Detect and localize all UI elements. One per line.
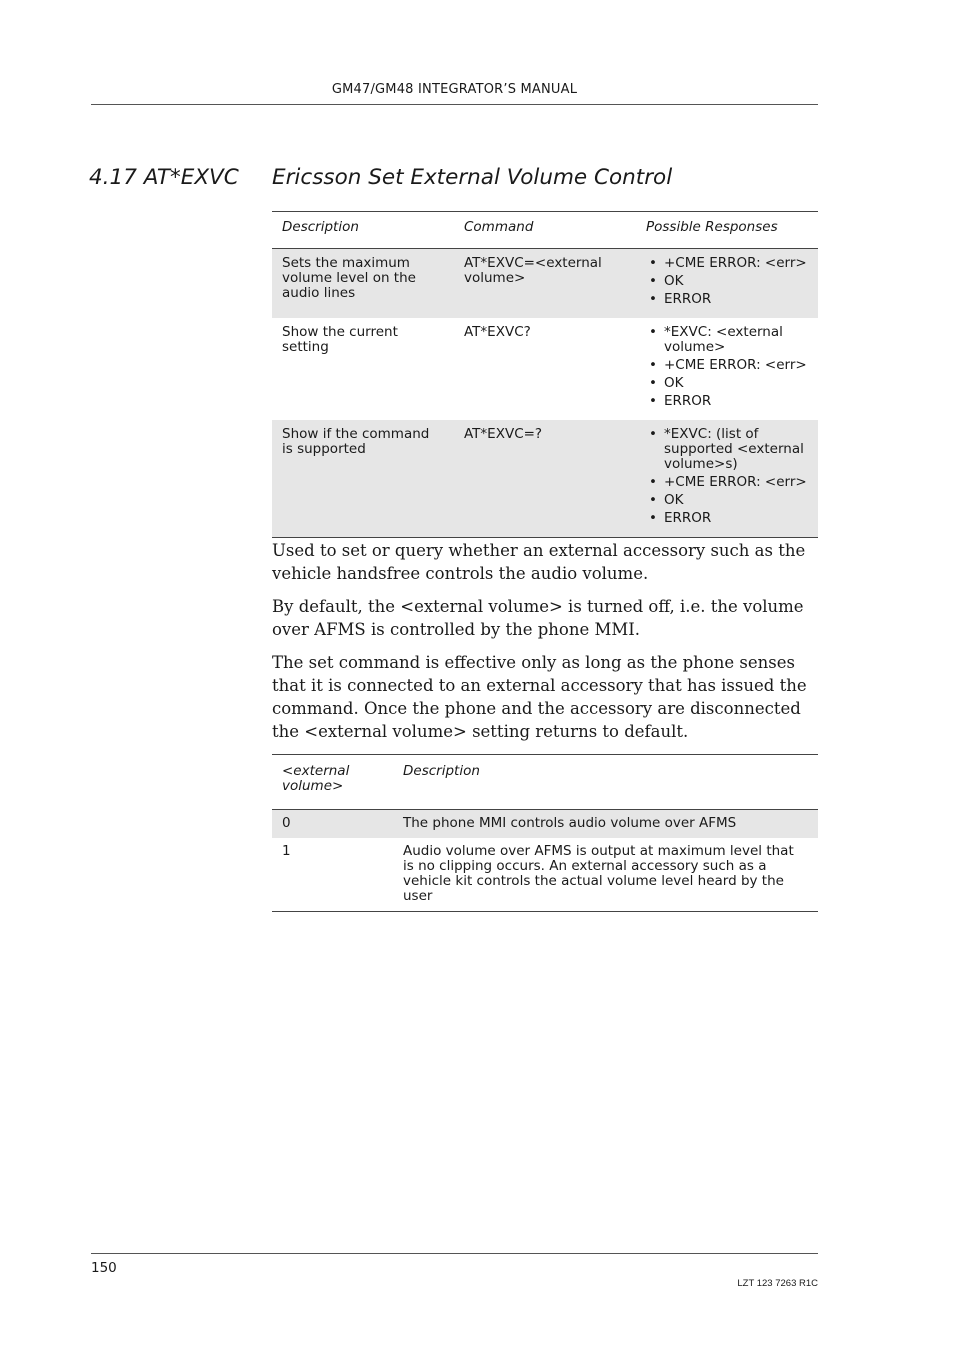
response-item: • +CME ERROR: <err> [646, 358, 808, 373]
table-row [272, 838, 818, 912]
row-responses [636, 420, 818, 538]
table-row [272, 249, 818, 319]
table-row [272, 420, 818, 538]
parameter-value: 0 [272, 810, 393, 839]
table-header-row [272, 212, 818, 249]
column-header-responses: Possible Responses [636, 212, 818, 249]
section-number: 4.17 AT*EXVC [89, 165, 239, 190]
response-item: • ERROR [646, 394, 808, 409]
column-header-command: Command [454, 212, 636, 249]
section-title: Ericsson Set External Volume Control [272, 165, 673, 190]
row-description: Show the current setting [282, 324, 398, 355]
column-header-parameter: <external volume> [272, 755, 393, 810]
table-row [272, 318, 818, 420]
row-description: Show if the command is supported [272, 420, 454, 538]
header-rule [91, 104, 818, 105]
response-item: • *EXVC: <external volume> [646, 325, 808, 355]
parameter-table [272, 754, 818, 912]
body-paragraph: Used to set or query whether an external accessory such as the vehicle handsfree controls the audio volume. [272, 541, 806, 583]
running-header: GM47/GM48 INTEGRATOR’S MANUAL [331, 82, 578, 97]
column-header-description: Description [272, 212, 454, 249]
document-id: LZT 123 7263 R1C [737, 1278, 818, 1289]
response-item: • OK [646, 274, 808, 289]
parameter-description: Audio volume over AFMS is output at maximum level that is no clipping occurs. An external accessory such as a vehicle kit controls the actual volume level heard by the user [403, 843, 794, 904]
row-command: AT*EXVC? [464, 324, 531, 340]
column-header-description: Description [393, 755, 818, 810]
row-responses [636, 249, 818, 319]
parameter-value: 1 [282, 843, 291, 859]
response-item: • *EXVC: (list of supported <external volume>s) [646, 427, 808, 472]
row-command: AT*EXVC=? [454, 420, 636, 538]
table-header-row [272, 755, 818, 810]
response-item: • OK [646, 376, 808, 391]
footer-rule [91, 1253, 818, 1254]
row-description: Sets the maximum volume level on the audio lines [272, 249, 454, 319]
command-table [272, 211, 818, 538]
body-paragraph: By default, the <external volume> is turned off, i.e. the volume over AFMS is controlled by the phone MMI. [272, 597, 804, 639]
response-item: • ERROR [646, 292, 808, 307]
response-item: • +CME ERROR: <err> [646, 256, 808, 271]
parameter-description: The phone MMI controls audio volume over AFMS [393, 810, 818, 839]
body-paragraph: The set command is effective only as long as the phone senses that it is connected to an external accessory that has issued the command. Once the phone and the accessory are disconnected the <external volume> setting returns to default. [272, 653, 807, 741]
response-item: • ERROR [646, 511, 808, 526]
row-command: AT*EXVC=<external volume> [454, 249, 636, 319]
response-item: • OK [646, 493, 808, 508]
row-responses [636, 318, 818, 420]
response-item: • +CME ERROR: <err> [646, 475, 808, 490]
page-number: 150 [91, 1260, 117, 1276]
table-row [272, 810, 818, 839]
